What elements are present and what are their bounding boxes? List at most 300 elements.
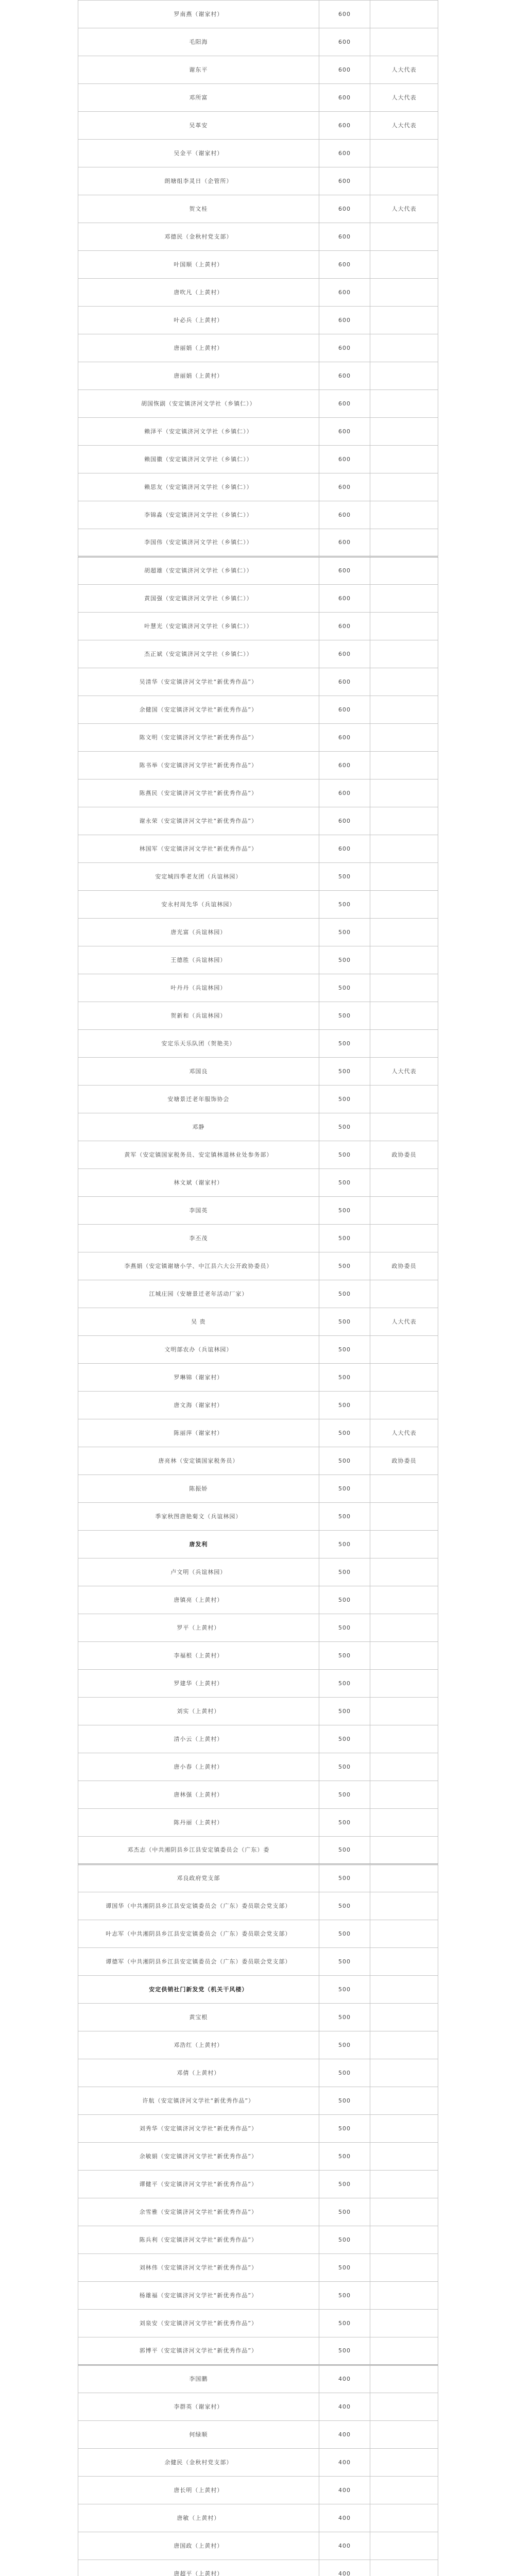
amount-cell: 500 [319, 1837, 370, 1865]
amount-cell: 500 [319, 2171, 370, 2198]
remark-cell: 人大代表 [370, 1058, 438, 1086]
remark-cell [370, 223, 438, 251]
table-row [78, 1280, 438, 1308]
donor-name-cell: 叶丹丹（兵谊林园） [78, 974, 319, 1002]
amount-cell: 500 [319, 974, 370, 1002]
table-row [78, 1642, 438, 1670]
amount-cell: 500 [319, 2198, 370, 2226]
donor-name-cell: 刘秀华（安定镇济河文学社“新优秀作品”） [78, 2115, 319, 2143]
amount-cell: 600 [319, 446, 370, 473]
remark-cell [370, 1948, 438, 1976]
remark-cell [370, 585, 438, 613]
donor-name-cell: 邓浩红（上黄村） [78, 2031, 319, 2059]
donor-name-cell: 余敏娟（安定镇济河文学社“新优秀作品”） [78, 2143, 319, 2171]
amount-cell: 500 [319, 1503, 370, 1531]
remark-cell [370, 613, 438, 640]
amount-cell: 500 [319, 1558, 370, 1586]
amount-cell: 600 [319, 473, 370, 501]
table-row [78, 1419, 438, 1447]
remark-cell [370, 696, 438, 724]
remark-cell [370, 2226, 438, 2254]
remark-cell [370, 891, 438, 919]
table-row [78, 1837, 438, 1865]
table-row [78, 2004, 438, 2031]
table-row [78, 2254, 438, 2282]
table-row [78, 557, 438, 585]
amount-cell: 400 [319, 2393, 370, 2421]
amount-cell: 600 [319, 112, 370, 140]
amount-cell: 600 [319, 56, 370, 84]
donor-name-cell: 邓国良 [78, 1058, 319, 1086]
table-row [78, 307, 438, 334]
table-row [78, 752, 438, 779]
remark-cell: 人大代表 [370, 1419, 438, 1447]
remark-cell [370, 307, 438, 334]
donor-name-cell: 吴 贵 [78, 1308, 319, 1336]
amount-cell: 500 [319, 1586, 370, 1614]
table-row [78, 2477, 438, 2504]
remark-cell [370, 2031, 438, 2059]
amount-cell: 600 [319, 501, 370, 529]
donor-name-cell: 安定乐天乐队团（贺艳美） [78, 1030, 319, 1058]
donor-name-cell: 余健民（金秋村党支部） [78, 2449, 319, 2477]
table-row [78, 2421, 438, 2449]
donor-name-cell: 赖泽平（安定镇济河文学社（乡镇仁）） [78, 418, 319, 446]
remark-cell [370, 501, 438, 529]
amount-cell: 500 [319, 1447, 370, 1475]
remark-cell: 政协委员 [370, 1447, 438, 1475]
donor-name-cell: 邓杰志（中共湘阴县乡江县安定镇委员会（广东）委 [78, 1837, 319, 1865]
table-row [78, 2198, 438, 2226]
amount-cell: 600 [319, 585, 370, 613]
remark-cell [370, 1698, 438, 1725]
table-row [78, 1865, 438, 1892]
amount-cell: 500 [319, 1280, 370, 1308]
remark-cell [370, 446, 438, 473]
amount-cell: 500 [319, 1976, 370, 2004]
donor-name-cell: 贺新和（兵谊林园） [78, 1002, 319, 1030]
amount-cell: 500 [319, 1865, 370, 1892]
table-row [78, 1447, 438, 1475]
table-row [78, 2115, 438, 2143]
amount-cell: 600 [319, 279, 370, 307]
donor-name-cell: 许航（安定镇济河文学社“新优秀作品”） [78, 2087, 319, 2115]
donor-name-cell: 贺文桂 [78, 195, 319, 223]
amount-cell: 500 [319, 1948, 370, 1976]
amount-cell: 400 [319, 2504, 370, 2532]
amount-cell: 600 [319, 835, 370, 863]
remark-cell [370, 1809, 438, 1837]
table-row [78, 279, 438, 307]
donor-name-cell: 毛阳海 [78, 28, 319, 56]
amount-cell: 500 [319, 2337, 370, 2365]
amount-cell: 500 [319, 2087, 370, 2115]
amount-cell: 500 [319, 1698, 370, 1725]
amount-cell: 500 [319, 863, 370, 891]
remark-cell [370, 1225, 438, 1252]
amount-cell: 500 [319, 1364, 370, 1392]
remark-cell [370, 2282, 438, 2310]
remark-cell [370, 2171, 438, 2198]
remark-cell [370, 1113, 438, 1141]
amount-cell: 600 [319, 779, 370, 807]
amount-cell: 500 [319, 1002, 370, 1030]
remark-cell [370, 473, 438, 501]
table-row [78, 2226, 438, 2254]
remark-cell [370, 1892, 438, 1920]
remark-cell [370, 2393, 438, 2421]
donor-name-cell: 卢文明（兵谊林园） [78, 1558, 319, 1586]
table-row [78, 1753, 438, 1781]
amount-cell: 600 [319, 752, 370, 779]
remark-cell [370, 2337, 438, 2365]
remark-cell [370, 1837, 438, 1865]
donor-name-cell: 安定城四季老友团（兵谊林园） [78, 863, 319, 891]
table-row [78, 1781, 438, 1809]
donor-name-cell: 唐发利 [78, 1531, 319, 1558]
table-row [78, 1141, 438, 1169]
table-row [78, 1252, 438, 1280]
amount-cell: 600 [319, 195, 370, 223]
amount-cell: 600 [319, 668, 370, 696]
remark-cell: 政协委员 [370, 1141, 438, 1169]
table-row [78, 1670, 438, 1698]
remark-cell [370, 2477, 438, 2504]
remark-cell [370, 1475, 438, 1503]
table-row [78, 974, 438, 1002]
remark-cell [370, 640, 438, 668]
donor-name-cell: 江城庄园（安塘景迁老年活动厂家） [78, 1280, 319, 1308]
amount-cell: 500 [319, 1141, 370, 1169]
amount-cell: 500 [319, 1642, 370, 1670]
remark-cell [370, 1865, 438, 1892]
remark-cell [370, 1002, 438, 1030]
table-row [78, 919, 438, 946]
donor-name-cell: 罗南燕（谢家村） [78, 1, 319, 28]
amount-cell: 500 [319, 1781, 370, 1809]
amount-cell: 500 [319, 2031, 370, 2059]
remark-cell [370, 2004, 438, 2031]
donor-name-cell: 唐丽娟（上黄村） [78, 334, 319, 362]
donor-name-cell: 赖国徽（安定镇济河文学社（乡镇仁）） [78, 446, 319, 473]
amount-cell: 500 [319, 1336, 370, 1364]
donor-name-cell: 叶慧光（安定镇济河文学社（乡镇仁）） [78, 613, 319, 640]
table-row [78, 418, 438, 446]
amount-cell: 600 [319, 251, 370, 279]
amount-cell: 600 [319, 334, 370, 362]
amount-cell: 500 [319, 1531, 370, 1558]
amount-cell: 500 [319, 2254, 370, 2282]
donor-name-cell: 唐敏（上黄村） [78, 2504, 319, 2532]
remark-cell [370, 529, 438, 557]
amount-cell: 500 [319, 946, 370, 974]
donation-table-body [78, 1, 438, 2576]
remark-cell [370, 1558, 438, 1586]
remark-cell [370, 1, 438, 28]
donor-name-cell: 叶必兵（上黄村） [78, 307, 319, 334]
remark-cell [370, 2059, 438, 2087]
donor-name-cell: 叶国顺（上黄村） [78, 251, 319, 279]
table-row [78, 112, 438, 140]
remark-cell [370, 2310, 438, 2337]
amount-cell: 500 [319, 1809, 370, 1837]
donor-name-cell: 谭德军（中共湘阴县乡江县安定镇委员会（广东）委员联会党支部） [78, 1948, 319, 1976]
remark-cell [370, 1725, 438, 1753]
amount-cell: 600 [319, 529, 370, 557]
table-row [78, 1225, 438, 1252]
donor-name-cell: 李国鹏 [78, 2365, 319, 2393]
donor-name-cell: 陈燕民（安定镇济河文学社“新优秀作品”） [78, 779, 319, 807]
table-row [78, 56, 438, 84]
table-row [78, 1948, 438, 1976]
donor-name-cell: 邓良政府党支部 [78, 1865, 319, 1892]
table-row [78, 1002, 438, 1030]
donor-name-cell: 陈丽萍（谢家村） [78, 1419, 319, 1447]
table-row [78, 223, 438, 251]
table-row [78, 1725, 438, 1753]
table-row [78, 1169, 438, 1197]
amount-cell: 400 [319, 2365, 370, 2393]
donor-name-cell: 文明部农办（兵谊林园） [78, 1336, 319, 1364]
amount-cell: 400 [319, 2449, 370, 2477]
remark-cell: 人大代表 [370, 56, 438, 84]
donor-name-cell: 邓静 [78, 1113, 319, 1141]
table-row [78, 1698, 438, 1725]
table-row [78, 1086, 438, 1113]
donor-name-cell: 李国英 [78, 1197, 319, 1225]
amount-cell: 400 [319, 2560, 370, 2576]
donor-name-cell: 刘林伟（安定镇济河文学社“新优秀作品”） [78, 2254, 319, 2282]
donor-name-cell: 邓倩（上黄村） [78, 2059, 319, 2087]
table-row [78, 167, 438, 195]
donor-name-cell: 刘泉安（安定镇济河文学社“新优秀作品”） [78, 2310, 319, 2337]
table-row [78, 779, 438, 807]
donor-name-cell: 林国军（安定镇济河文学社“新优秀作品”） [78, 835, 319, 863]
donor-name-cell: 何绿顺 [78, 2421, 319, 2449]
amount-cell: 500 [319, 919, 370, 946]
remark-cell [370, 807, 438, 835]
remark-cell [370, 724, 438, 752]
amount-cell: 600 [319, 28, 370, 56]
table-row [78, 668, 438, 696]
amount-cell: 500 [319, 2059, 370, 2087]
remark-cell [370, 334, 438, 362]
amount-cell: 600 [319, 724, 370, 752]
table-row [78, 501, 438, 529]
donor-name-cell: 黄军（安定镇国家税务员、安定镇林道林业处参务部） [78, 1141, 319, 1169]
amount-cell: 600 [319, 613, 370, 640]
table-row [78, 2087, 438, 2115]
remark-cell [370, 2449, 438, 2477]
remark-cell [370, 779, 438, 807]
table-row [78, 251, 438, 279]
amount-cell: 600 [319, 1, 370, 28]
table-row [78, 2504, 438, 2532]
donor-name-cell: 唐长明（上黄村） [78, 2477, 319, 2504]
amount-cell: 600 [319, 140, 370, 167]
amount-cell: 600 [319, 557, 370, 585]
remark-cell [370, 2198, 438, 2226]
amount-cell: 400 [319, 2477, 370, 2504]
remark-cell [370, 1392, 438, 1419]
remark-cell [370, 1086, 438, 1113]
amount-cell: 500 [319, 1308, 370, 1336]
donor-name-cell: 吴革安 [78, 112, 319, 140]
table-row [78, 696, 438, 724]
remark-cell [370, 1920, 438, 1948]
amount-cell: 500 [319, 1419, 370, 1447]
donor-name-cell: 唐文海（谢家村） [78, 1392, 319, 1419]
remark-cell: 人大代表 [370, 112, 438, 140]
table-row [78, 1113, 438, 1141]
donor-name-cell: 唐光富（兵谊林园） [78, 919, 319, 946]
amount-cell: 500 [319, 1892, 370, 1920]
table-row [78, 2310, 438, 2337]
donor-name-cell: 唐国政（上黄村） [78, 2532, 319, 2560]
table-row [78, 863, 438, 891]
donor-name-cell: 唐亮林（安定镇国家税务员） [78, 1447, 319, 1475]
table-row [78, 2031, 438, 2059]
table-row [78, 946, 438, 974]
remark-cell [370, 974, 438, 1002]
table-row [78, 1976, 438, 2004]
remark-cell [370, 1169, 438, 1197]
donor-name-cell: 林文斌（谢家村） [78, 1169, 319, 1197]
remark-cell [370, 668, 438, 696]
donor-name-cell: 李群英（谢家村） [78, 2393, 319, 2421]
table-row [78, 1503, 438, 1531]
remark-cell [370, 1586, 438, 1614]
amount-cell: 500 [319, 1252, 370, 1280]
amount-cell: 600 [319, 223, 370, 251]
amount-cell: 600 [319, 696, 370, 724]
remark-cell [370, 919, 438, 946]
remark-cell [370, 1976, 438, 2004]
table-row [78, 613, 438, 640]
amount-cell: 500 [319, 1670, 370, 1698]
amount-cell: 500 [319, 2004, 370, 2031]
donor-name-cell: 罗平（上黄村） [78, 1614, 319, 1642]
donor-name-cell: 吴清华（安定镇济河文学社“新优秀作品”） [78, 668, 319, 696]
remark-cell [370, 418, 438, 446]
remark-cell [370, 2254, 438, 2282]
remark-cell [370, 1280, 438, 1308]
donor-name-cell: 李国伟（安定镇济河文学社（乡镇仁）） [78, 529, 319, 557]
donor-name-cell: 邓所富 [78, 84, 319, 112]
donor-name-cell: 李锦淼（安定镇济河文学社（乡镇仁）） [78, 501, 319, 529]
amount-cell: 600 [319, 307, 370, 334]
table-row [78, 84, 438, 112]
donor-name-cell: 叶志军（中共湘阴县乡江县安定镇委员会（广东）委员联会党支部） [78, 1920, 319, 1948]
table-row [78, 891, 438, 919]
amount-cell: 600 [319, 167, 370, 195]
donor-name-cell: 唐小春（上黄村） [78, 1753, 319, 1781]
remark-cell [370, 251, 438, 279]
amount-cell: 500 [319, 891, 370, 919]
remark-cell [370, 390, 438, 418]
amount-cell: 500 [319, 1920, 370, 1948]
donor-name-cell: 李燕娟（安定镇谢塘小学、中江县六大公开政协委员） [78, 1252, 319, 1280]
donation-table [78, 0, 438, 2576]
donor-name-cell: 清小云（上黄村） [78, 1725, 319, 1753]
table-row [78, 362, 438, 390]
donor-name-cell: 唐吹凡（上黄村） [78, 279, 319, 307]
amount-cell: 600 [319, 84, 370, 112]
donor-name-cell: 唐镇亮（上黄村） [78, 1586, 319, 1614]
remark-cell: 人大代表 [370, 84, 438, 112]
donor-name-cell: 王德胜（兵谊林园） [78, 946, 319, 974]
donor-name-cell: 余健国（安定镇济河文学社“新优秀作品”） [78, 696, 319, 724]
amount-cell: 500 [319, 1058, 370, 1086]
table-row [78, 585, 438, 613]
amount-cell: 500 [319, 2226, 370, 2254]
donor-name-cell: 谭国华（中共湘阴县乡江县安定镇委员会（广东）委员联会党支部） [78, 1892, 319, 1920]
donor-name-cell: 罗建华（上黄村） [78, 1670, 319, 1698]
amount-cell: 600 [319, 418, 370, 446]
donor-name-cell: 陈文明（安定镇济河文学社“新优秀作品”） [78, 724, 319, 752]
remark-cell [370, 2365, 438, 2393]
table-row [78, 446, 438, 473]
amount-cell: 500 [319, 1169, 370, 1197]
table-row [78, 1392, 438, 1419]
donor-name-cell: 陈书举（安定镇济河文学社“新优秀作品”） [78, 752, 319, 779]
donor-name-cell: 郭博平（安定镇济河文学社“新优秀作品”） [78, 2337, 319, 2365]
table-row [78, 1920, 438, 1948]
table-row [78, 1531, 438, 1558]
remark-cell [370, 1753, 438, 1781]
table-row [78, 334, 438, 362]
table-row [78, 2337, 438, 2365]
donor-name-cell: 余雪雅（安定镇济河文学社“新优秀作品”） [78, 2198, 319, 2226]
remark-cell [370, 1614, 438, 1642]
amount-cell: 500 [319, 1753, 370, 1781]
remark-cell [370, 140, 438, 167]
table-row [78, 195, 438, 223]
table-row [78, 1336, 438, 1364]
table-row [78, 473, 438, 501]
donor-name-cell: 季家秋图唐艳菊文（兵谊林园） [78, 1503, 319, 1531]
remark-cell [370, 2560, 438, 2576]
amount-cell: 500 [319, 1113, 370, 1141]
amount-cell: 500 [319, 1614, 370, 1642]
table-row [78, 1030, 438, 1058]
remark-cell [370, 1336, 438, 1364]
amount-cell: 500 [319, 1030, 370, 1058]
remark-cell [370, 1364, 438, 1392]
table-row [78, 1475, 438, 1503]
remark-cell [370, 835, 438, 863]
table-row [78, 724, 438, 752]
donor-name-cell: 胡国恢副（安定镇济河文学社（乡镇仁）） [78, 390, 319, 418]
table-row [78, 1892, 438, 1920]
remark-cell [370, 2532, 438, 2560]
amount-cell: 600 [319, 362, 370, 390]
donor-name-cell: 朗塘组李灵日（企管所） [78, 167, 319, 195]
remark-cell [370, 2115, 438, 2143]
table-row [78, 28, 438, 56]
donor-name-cell: 胡超雄（安定镇济河文学社（乡镇仁）） [78, 557, 319, 585]
remark-cell [370, 1503, 438, 1531]
table-row [78, 2449, 438, 2477]
amount-cell: 500 [319, 1392, 370, 1419]
amount-cell: 400 [319, 2421, 370, 2449]
donor-name-cell: 谢永荣（安定镇济河文学社“新优秀作品”） [78, 807, 319, 835]
table-row [78, 1308, 438, 1336]
amount-cell: 500 [319, 2282, 370, 2310]
donor-name-cell: 李丕茂 [78, 1225, 319, 1252]
donor-name-cell: 李福根（上黄村） [78, 1642, 319, 1670]
table-row [78, 1614, 438, 1642]
